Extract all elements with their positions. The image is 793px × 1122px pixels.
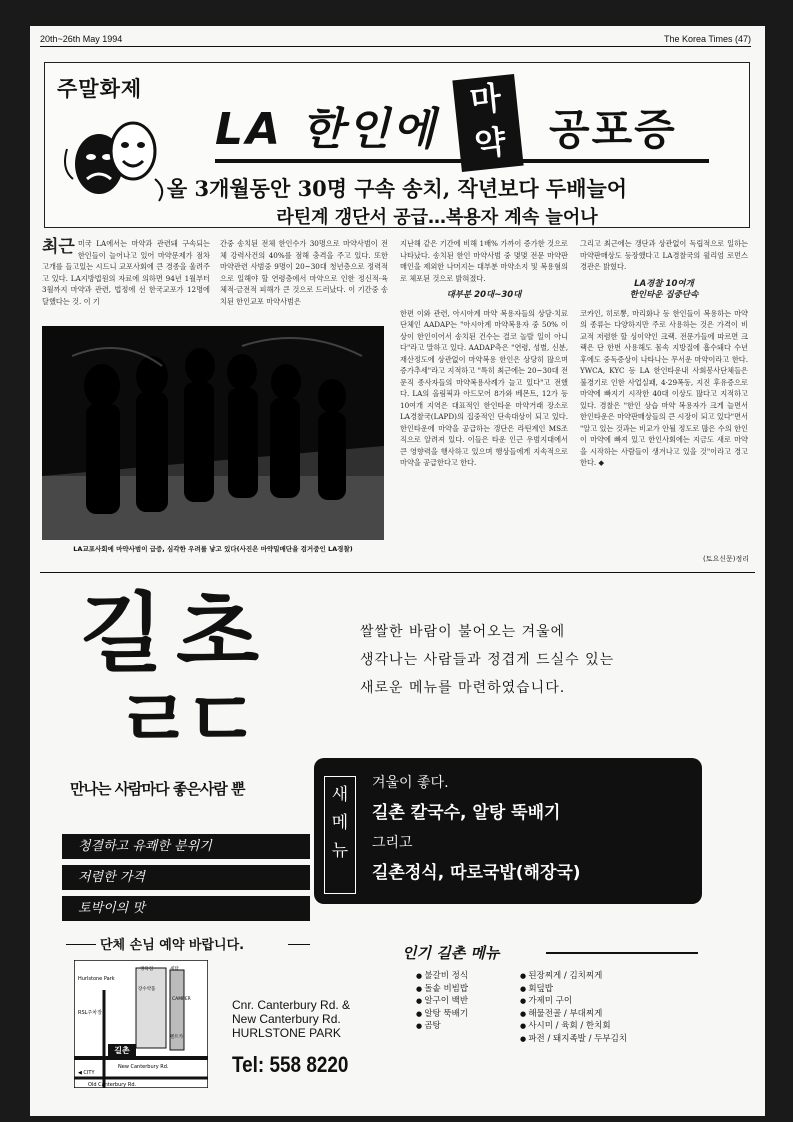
group-reservation: 단체 손님 예약 바랍니다.	[100, 938, 245, 953]
map-label-ncr: New Canterbury Rd.	[118, 1064, 169, 1070]
map-shop-label: 길촌	[114, 1046, 130, 1055]
subheadline-2: 라틴계 갱단서 공급…복용자 계속 늘어나	[276, 207, 598, 228]
feature-bar: 저렴한 가격	[62, 865, 310, 890]
drop-cap: 최근	[42, 237, 75, 257]
map-label-d: CAMPER	[172, 997, 191, 1002]
photo-caption: LA교포사회에 마약사범이 급증, 심각한 우려를 낳고 있다(사진은 마약밀매단을 검거중인 LA경찰)	[73, 545, 353, 553]
list-item: ● 알구이 백반	[416, 995, 468, 1008]
list-item: ● 사시미 / 육회 / 한치회	[520, 1020, 627, 1033]
hand-line: 생각나는 사람들과 정겹게 드실수 있는	[360, 652, 615, 668]
newspaper-page	[30, 26, 765, 1116]
reserve-rule-right	[288, 944, 310, 945]
tag-char: 메	[331, 813, 349, 833]
map-label-e: 렌트카	[170, 1035, 184, 1040]
headline-rule	[215, 159, 709, 163]
logo-char-1: 길	[80, 584, 164, 684]
popular-menu-rule	[546, 952, 698, 954]
restaurant-logo	[76, 584, 296, 770]
kicker: 주말화제	[57, 76, 143, 101]
reserve-rule-left	[66, 944, 96, 945]
slogan: 만나는 사람마다 좋은사람 뿐	[70, 780, 245, 798]
location-map	[74, 960, 208, 1088]
paper-name: The Korea Times (47)	[663, 34, 751, 44]
subhead-b-line1: LA경찰 10여개	[634, 278, 694, 289]
feature-bar: 청결하고 유쾌한 분위기	[62, 834, 310, 859]
map-label-ocr: Old Canterbury Rd.	[88, 1082, 137, 1088]
hand-line: 쌀쌀한 바람이 불어오는 겨울에	[360, 624, 566, 640]
col3-text-a: 지난해 같은 기간에 비해 1배% 가까이 증가한 것으로 나타났다. 송치된 한인 마약사범 중 몇몇 전문 마약판매인을 제외한 나머지는 대부분 마약소지 및 복용혐의로 체포된 것으로 밝혀졌다.	[400, 239, 568, 283]
logo-char-2: 초	[176, 584, 260, 684]
article-col-4	[580, 238, 748, 469]
telephone: Tel: 558 8220	[232, 1052, 349, 1077]
list-item: ● 해물전골 / 부대찌게	[520, 1008, 627, 1021]
map-label-b: 세탁	[170, 967, 179, 972]
restaurant-ad	[42, 582, 754, 1102]
subhead-b	[580, 279, 748, 302]
col3-text-b: 한편 이와 관련, 아시아계 마약 복용자들의 상담·치료 단체인 AADAP는 "아시아계 마약복용자 중 50% 이상이 한인이어서 송치된 건수는 결코 놀랄 일이 아니다"라고 말하고 있다. AADAP측은 "연령, 성별, 신분, 재산정도에 상관없이 마약복용 한인은 상당히 많으며 증가추세"라고 지적하고 "특히 최근에는 20~30대 전문직 종사자들의 마약복용사례가 늘고 있다"고 전했다. LA의 올림픽과 아드모어 8가와 베몬트, 12가 등 10여개 지역은 대표적인 한인타운 마약거래 장소로 LA경찰국(LAPD)의 집중적인 단속대상이 되고 있다. 한인타운에 마약을 공급하는 갱단은 라틴계인 MS조직으로 알려져 있다. 이들은 타운 인근 우범지대에서 큰 영향력을 행사하고 있으며 행상들에게 지속적으로 마약을 공급한다고 한다.	[400, 308, 568, 467]
new-menu-tag	[324, 776, 356, 894]
address-line: New Canterbury Rd.	[232, 1012, 341, 1026]
list-item: ● 불갈비 정식	[416, 970, 468, 983]
header-rule	[40, 46, 751, 47]
article-col-3	[400, 238, 568, 469]
silhouettes-image	[42, 326, 384, 540]
police-photo	[42, 326, 384, 540]
col2-text: 간중 송치된 전체 한인수가 30명으로 마약사범이 전체 강력사건의 40%를 점해 충격을 주고 있다. 또한 마약관련 사범중 9명이 20~30대 청년층으로 정력적으로 일해야 할 연령층에서 마약으로 인한 정신적·육체적·금전적 피해가 큰 것으로 드러났다. 이 기간중 송치된 한인교포 마약사범은	[220, 239, 388, 306]
article-col-1	[42, 238, 210, 307]
map-label-c: 장수약품	[138, 987, 156, 992]
drug-char-1: 마	[468, 78, 503, 120]
tag-char: 뉴	[331, 841, 349, 861]
subhead-a: 대부분 20대~30대	[446, 290, 522, 300]
headline-drug-tag	[452, 74, 523, 172]
list-item: ● 된장찌게 / 김치찌게	[520, 970, 627, 983]
address-line: Cnr. Canterbury Rd. &	[232, 998, 351, 1012]
drug-char-2: 약	[472, 122, 508, 164]
menu-line: 겨울이 좋다.	[372, 775, 449, 791]
article-credit: (토요신문)정리	[702, 555, 749, 563]
hand-line: 새로운 메뉴를 마련하였습니다.	[360, 680, 566, 696]
list-item: ● 회덮밥	[520, 983, 627, 996]
article-col-2	[220, 238, 388, 307]
popular-menu-title: 인기 길촌 메뉴	[402, 944, 500, 962]
headline-right: 공포증	[549, 105, 677, 154]
handwritten-message	[360, 618, 614, 702]
col4-text-b: 코카인, 히로뽕, 마리화나 등 한인들이 복용하는 마약의 종류는 다양하지만 주로 사용하는 것은 가격이 비교적 저렴한 할 싱이약인 크랙. 전문가들에 따르면 크랙은 단 한번 사용해도 몸속 지방질에 흡수돼다 수년후에도 중독증상이 나타나는 무서운 마약이라고 한다. YWCA, KYC 등 LA 한인타운내 사회봉사단체들은 불경기로 인한 사업실패, 4·29폭동, 지진 후유증으로 마약에 빠지기 시작한 40대 이상도 많다고 지적하고 있다. 경찰은 "한인 상습 마약 복용자가 크게 늘면서 한인타운은 마약판매상들의 큰 시장이 되고 있다"면서 "알고 있는 것과는 비교가 안될 정도로 많은 수의 한인이 마약에 빠져 있고 한인사회에는 지금도 새로 마약을 시작하는 사람들이 생겨나고 있을 것"이라고 경고한다. ◆	[580, 308, 748, 467]
col4-text-a: 그리고 최근에는 갱단과 상관없이 독립적으로 일하는 마약판매상도 등장했다고 LA경찰국의 윌리엄 로먼스 경관은 밝혔다.	[580, 239, 748, 271]
section-divider	[40, 572, 755, 573]
subhead-b-line2: 한인타운 집중단속	[629, 290, 699, 300]
col1-text: 미국 LA에서는 마약과 관련돼 구속되는 한인들이 늘어나고 있어 마약문제가 점차 고개를 들고있는 시드니 교포사회에 큰 경종을 울려주고 있다. LA지방법원의 자료에 의하면 94년 1월부터 3월까지 마약과 관련, 법정에 선 한국교포가 12명에 달했다는 것. 이 기	[42, 239, 210, 306]
list-item: ● 알탕 뚝배기	[416, 1008, 468, 1021]
issue-date: 20th~26th May 1994	[40, 34, 123, 44]
map-label-a: 정육점	[140, 967, 154, 972]
list-item: ● 가제미 구이	[520, 995, 627, 1008]
popular-list-right	[520, 970, 627, 1046]
feature-bars	[62, 834, 310, 927]
subheadline-1: 올 3개월동안 30명 구속 송치, 작년보다 두배늘어	[166, 176, 628, 201]
headline-left: LA 한인에	[215, 104, 438, 155]
map-label-city: ◀ CITY	[78, 1070, 95, 1076]
list-item: ● 곰탕	[416, 1020, 468, 1033]
logo-char-3: ㄹㄷ	[116, 674, 251, 767]
list-item: ● 파전 / 돼지족발 / 두부김치	[520, 1033, 627, 1046]
map-label-hurlstone: Hurlstone Park	[78, 976, 115, 982]
menu-line: 길촌정식, 따로국밥(해장국)	[372, 863, 581, 883]
menu-line: 길촌 칼국수, 알탕 뚝배기	[372, 803, 561, 823]
headline-box	[44, 62, 750, 228]
map-label-rsl: RSL주차장	[78, 1010, 102, 1016]
tag-char: 새	[331, 785, 349, 805]
feature-bar: 토박이의 맛	[62, 896, 310, 921]
menu-line: 그리고	[372, 835, 413, 851]
address	[232, 998, 350, 1040]
address-line: HURLSTONE PARK	[232, 1026, 341, 1040]
new-menu-box	[314, 758, 702, 904]
list-item: ● 돌솥 비빔밥	[416, 983, 468, 996]
popular-list-left	[416, 970, 468, 1033]
